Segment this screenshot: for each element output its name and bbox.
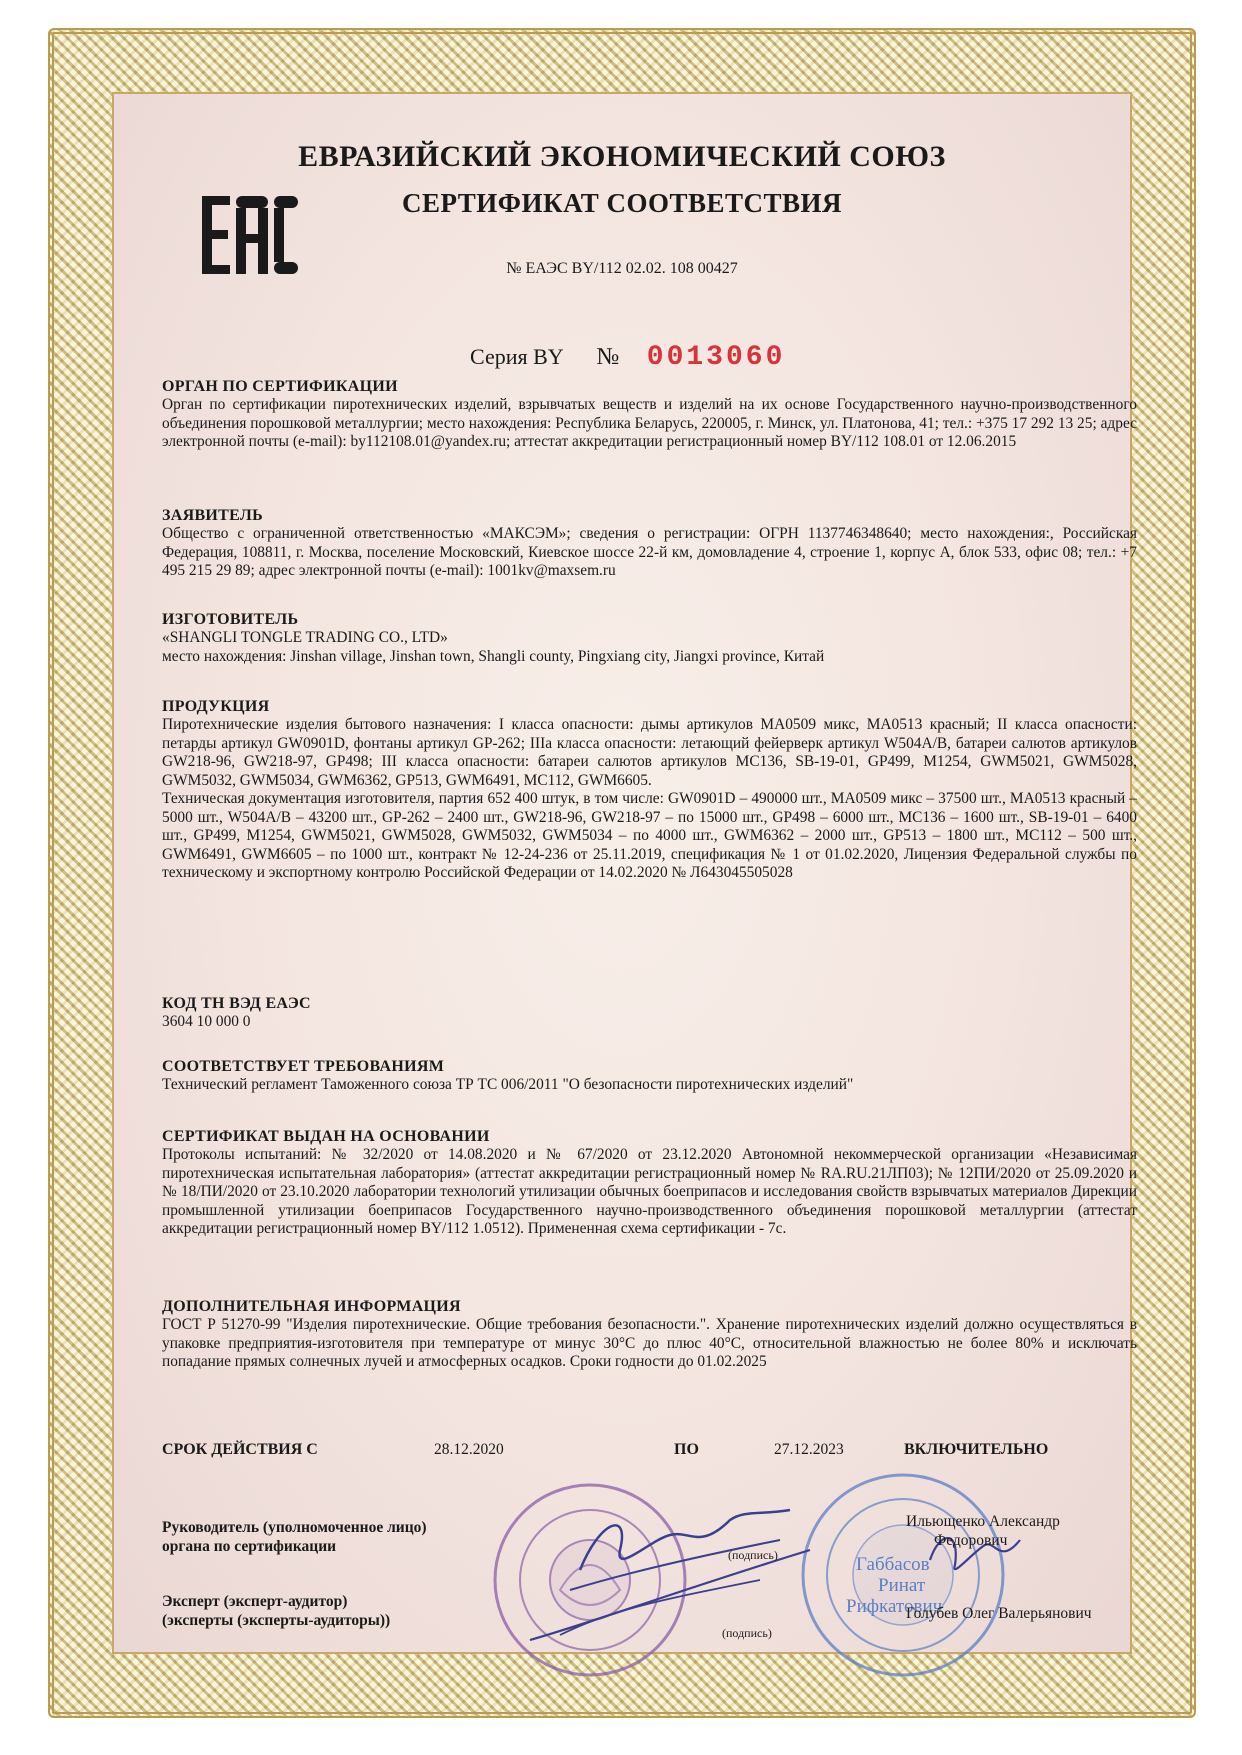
expert-stamp-name1: Габбасов: [856, 1554, 930, 1575]
validity-inclusive: ВКЛЮЧИТЕЛЬНО: [904, 1441, 1049, 1458]
section-basis: [162, 1127, 1137, 1239]
product-batch: Техническая документация изготовителя, партия 652 400 штук, в том числе: GW0901D – 490000 шт., MA0509 микс – 37500 шт., MA0513 красный – 5000 шт., W504A/B – 43200 шт., GP-262 – 2400 шт., GW218-96, GW218-97 – по 15000 шт., GP498 – 6000 шт., MC136 – 1600 шт., SB-19-01 – 6400 шт., GP499, M1254, GWM5021, GWM5028, GWM5032, GWM5034 – по 4000 шт., GWM6362 – 2000 шт., GP513 – 1800 шт., MC112 – 500 шт., GWM6491, GWM6605 – по 1000 шт., контракт № 12-24-236 от 25.11.2019, спецификация № 1 от 01.02.2020, Лицензия Федеральной службы по техническому и экспортному контролю Российской Федерации от 14.02.2020 № Л643045505028: [162, 790, 1137, 881]
validity-to-label: ПО: [674, 1441, 699, 1458]
section-heading: СООТВЕТСТВУЕТ ТРЕБОВАНИЯМ: [162, 1058, 445, 1075]
section-text: Протоколы испытаний: № 32/2020 от 14.08.2020 и № 67/2020 от 23.12.2020 Автономной некоммерческой организации «Независимая пиротехническая испытательная лаборатория» (аттестат аккредитации регистрационный номер № RA.RU.21ЛП03); № 12ПИ/2020 от 25.09.2020 и № 18/ПИ/2020 от 23.10.2020 лаборатории технологий утилизации обычных боеприпасов и исследования свойств взрывчатых материалов Дирекции промышленной утилизации боеприпасов Государственного научно-производственного объединения порошковой металлургии (аттестат аккредитации регистрационный номер BY/112 1.0512). Примененная схема сертификации - 7с.: [162, 1146, 1137, 1237]
section-text: Орган по сертификации пиротехнических изделий, взрывчатых веществ и изделий на их основе Государственного научно-производственного объединения порошковой металлургии; место нахождения: Республика Беларусь, 220005, г. Минск, ул. Платонова, 41; тел.: +375 17 292 13 25; адрес электронной почты (e-mail): by112108.01@yandex.ru; аттестат аккредитации регистрационный номер BY/112 108.01 от 12.06.2015: [162, 396, 1137, 450]
product-description: Пиротехнические изделия бытового назначения: I класса опасности: дымы артикулов MA0509 микс, MA0513 красный; II класса опасности: петарды артикул GW0901D, фонтаны артикул GP-262; IIIa класса опасности: летающий фейерверк артикул W504A/B, батареи салютов артикулов GW218-96, GW218-97, GP498; III класса опасности: батареи салютов артикулов MC136, SB-19-01, GP499, M1254, GWM5021, GWM5028, GWM5032, GWM5034, GWM6362, GP513, GWM6491, MC112, GWM6605.: [162, 716, 1137, 789]
signature-caption: (подпись): [722, 1626, 772, 1640]
certificate-title: СЕРТИФИКАТ СООТВЕТСТВИЯ: [401, 188, 843, 218]
serial-number: 0013060: [646, 342, 786, 373]
head-label-line1: Руководитель (уполномоченное лицо): [162, 1519, 427, 1536]
section-applicant: [162, 506, 1137, 581]
signature-caption: (подпись): [728, 1548, 778, 1562]
section-additional: [162, 1297, 1137, 1372]
head-name-line2: Федорович: [934, 1532, 1008, 1549]
section-text: ГОСТ Р 51270-99 "Изделия пиротехнические. Общие требования безопасности.". Хранение пиротехнических изделий должно осуществляться в упаковке предприятия-изготовителя при температуре от минус 30°С до плюс 40°С, относительной влажностью не более 80% и исключать попадание прямых солнечных лучей и атмосферных осадков. Сроки годности до 01.02.2025: [162, 1316, 1137, 1370]
section-text: Общество с ограниченной ответственностью «МАКСЭМ»; сведения о регистрации: ОГРН 1137746348640; место нахождения:, Российская Федерация, 108811, г. Москва, поселение Московский, Киевское шоссе 22-й км, домовладение 4, строение 1, корпус А, блок 533, офис 08; тел.: +7 495 215 29 89; адрес электронной почты (e-mail): 1001kv@maxsem.ru: [162, 525, 1137, 579]
section-text: Технический регламент Таможенного союза ТР ТС 006/2011 "О безопасности пиротехнических изделий": [162, 1076, 854, 1093]
expert-label-line1: Эксперт (эксперт-аудитор): [162, 1593, 348, 1610]
certificate-number: № ЕАЭС BY/112 02.02. 108 00427: [506, 260, 738, 277]
expert-stamp-name2: Ринат: [878, 1575, 926, 1596]
number-sign: №: [596, 344, 620, 370]
expert-label-line2: (эксперты (эксперты-аудиторы)): [162, 1612, 391, 1629]
validity-line: [162, 1441, 1137, 1463]
section-heading: СЕРТИФИКАТ ВЫДАН НА ОСНОВАНИИ: [162, 1128, 490, 1145]
expert-stamp-name3: Рифкатович: [846, 1596, 943, 1617]
section-heading: ИЗГОТОВИТЕЛЬ: [162, 611, 299, 628]
head-name-line1: Ильющенко Александр: [906, 1513, 1060, 1530]
validity-from-label: СРОК ДЕЙСТВИЯ С: [162, 1441, 318, 1458]
section-requirements: [162, 1057, 1137, 1095]
section-product: [162, 697, 1137, 883]
union-title: ЕВРАЗИЙСКИЙ ЭКОНОМИЧЕСКИЙ СОЮЗ: [298, 140, 946, 173]
section-heading: КОД ТН ВЭД ЕАЭС: [162, 995, 311, 1012]
head-label-line2: органа по сертификации: [162, 1538, 337, 1555]
section-text: место нахождения: Jinshan village, Jinshan town, Shangli county, Pingxiang city, Jiangxi province, Китай: [162, 647, 825, 665]
section-heading: ОРГАН ПО СЕРТИФИКАЦИИ: [162, 378, 398, 395]
expert-name: Голубев Олег Валерьянович: [906, 1605, 1092, 1622]
section-heading: ЗАЯВИТЕЛЬ: [162, 507, 264, 524]
section-tnved: [162, 994, 1137, 1032]
section-text: 3604 10 000 0: [162, 1013, 251, 1030]
section-body: [162, 377, 1137, 452]
validity-to-date: 27.12.2023: [774, 1441, 844, 1458]
validity-from-date: 28.12.2020: [434, 1441, 504, 1458]
manufacturer-name: «SHANGLI TONGLE TRADING CO., LTD»: [162, 629, 448, 646]
section-manufacturer: [162, 610, 1137, 666]
section-heading: ПРОДУКЦИЯ: [162, 698, 270, 715]
section-heading: ДОПОЛНИТЕЛЬНАЯ ИНФОРМАЦИЯ: [162, 1298, 461, 1315]
series-line: [470, 342, 785, 373]
series-label: Серия BY: [470, 344, 563, 369]
